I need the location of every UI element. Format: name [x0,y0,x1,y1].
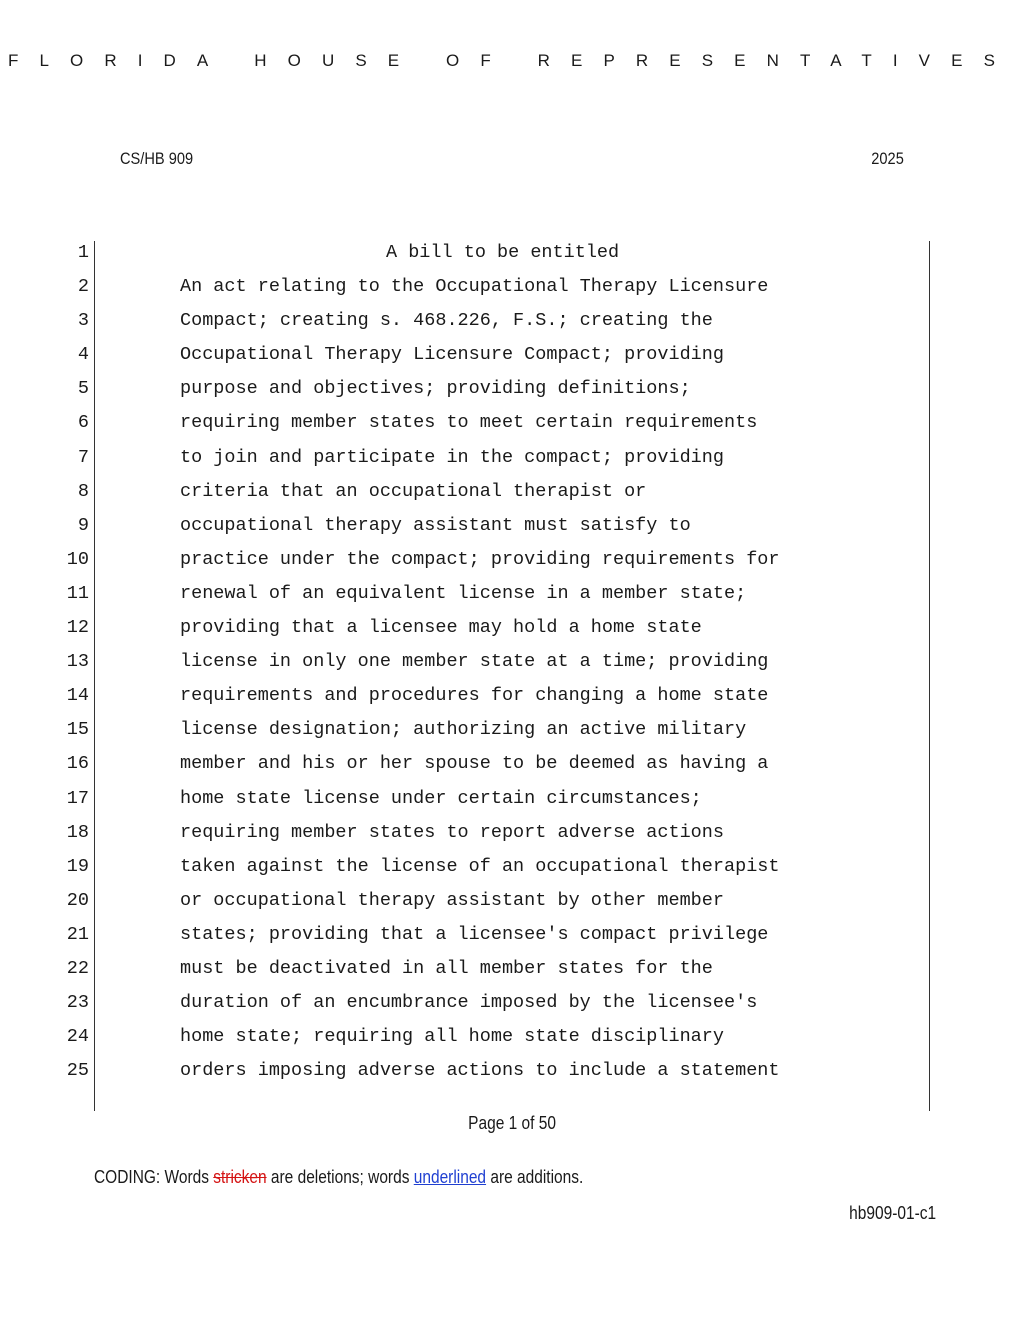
line-text: requiring member states to report adverse actions [180,821,724,843]
coding-underlined-sample: underlined [413,1167,487,1187]
line-number: 13 [66,651,89,673]
bill-line [0,782,1024,816]
bill-title: A bill to be entitled [386,242,620,263]
line-number: 18 [66,821,89,843]
bill-line [0,679,1024,713]
line-number: 17 [66,787,89,809]
bill-line [0,577,1024,611]
line-text: duration of an encumbrance imposed by the licensee's [180,992,758,1014]
bill-line [0,372,1024,406]
bill-line [0,850,1024,884]
line-number: 5 [77,378,89,400]
bill-line [0,747,1024,781]
page-number [0,1113,1024,1134]
bill-line [0,236,1024,270]
line-number: 20 [66,889,89,911]
line-text: renewal of an equivalent license in a member state; [180,582,747,604]
coding-legend [94,1167,583,1188]
bill-line [0,270,1024,304]
bill-line [0,986,1024,1020]
line-number: 19 [66,855,89,877]
bill-line [0,543,1024,577]
line-text: requiring member states to meet certain requirements [180,412,758,434]
line-text: requirements and procedures for changing a home state [180,685,769,707]
line-number: 16 [66,753,89,775]
line-text: license designation; authorizing an active military [180,719,747,741]
coding-stricken-sample: stricken [213,1167,267,1187]
line-number: 15 [66,719,89,741]
line-number: 3 [77,310,89,332]
line-number: 23 [66,992,89,1014]
line-number: 12 [66,617,89,639]
bill-line [0,304,1024,338]
line-text: must be deactivated in all member states for the [180,957,713,979]
line-text: member and his or her spouse to be deemed as having a [180,753,769,775]
line-number: 11 [66,582,89,604]
line-number: 1 [77,242,89,263]
document-code: hb909-01-c1 [849,1203,936,1223]
line-text: Compact; creating s. 468.226, F.S.; creating the [180,310,713,332]
line-text: orders imposing adverse actions to include a statement [180,1060,780,1082]
page-number-label: Page 1 of 50 [468,1113,556,1133]
bill-line [0,713,1024,747]
line-number: 22 [66,957,89,979]
bill-line [0,406,1024,440]
coding-suffix: are additions. [486,1167,584,1187]
line-number: 14 [66,685,89,707]
bill-year: 2025 [871,149,904,168]
line-number: 2 [77,276,89,298]
line-text: practice under the compact; providing requirements for [180,548,780,570]
line-number: 21 [66,923,89,945]
bill-line [0,1020,1024,1054]
line-text: to join and participate in the compact; providing [180,446,724,468]
bill-line [0,475,1024,509]
line-text: license in only one member state at a time; providing [180,651,769,673]
bill-line [0,509,1024,543]
line-number: 10 [66,548,89,570]
line-number: 9 [77,514,89,536]
bill-line [0,1054,1024,1088]
line-text: An act relating to the Occupational Therapy Licensure [180,276,769,298]
chamber-header: FLORIDA HOUSE OF REPRESENTATIVES [7,51,1017,70]
line-text: occupational therapy assistant must satisfy to [180,514,691,536]
line-text: home state; requiring all home state disciplinary [180,1026,724,1048]
line-text: Occupational Therapy Licensure Compact; providing [180,344,724,366]
line-text: purpose and objectives; providing definitions; [180,378,691,400]
line-number: 4 [77,344,89,366]
coding-prefix: CODING: Words [94,1167,214,1187]
bill-line [0,441,1024,475]
line-number: 24 [66,1026,89,1048]
bill-id: CS/HB 909 [120,149,194,168]
line-number: 6 [77,412,89,434]
bill-line [0,918,1024,952]
bill-line [0,338,1024,372]
bill-line [0,611,1024,645]
line-number: 25 [66,1060,89,1082]
line-text: criteria that an occupational therapist or [180,480,647,502]
line-text: or occupational therapy assistant by other member [180,889,724,911]
line-text: taken against the license of an occupational therapist [180,855,780,877]
bill-line [0,816,1024,850]
bill-line [0,884,1024,918]
line-text: providing that a licensee may hold a home state [180,617,702,639]
bill-line [0,645,1024,679]
line-number: 8 [77,480,89,502]
bill-line [0,952,1024,986]
line-text: states; providing that a licensee's compact privilege [180,923,769,945]
line-text: home state license under certain circumstances; [180,787,702,809]
line-number: 7 [77,446,89,468]
bill-text-body [0,236,1024,1088]
coding-middle: are deletions; words [266,1167,414,1187]
